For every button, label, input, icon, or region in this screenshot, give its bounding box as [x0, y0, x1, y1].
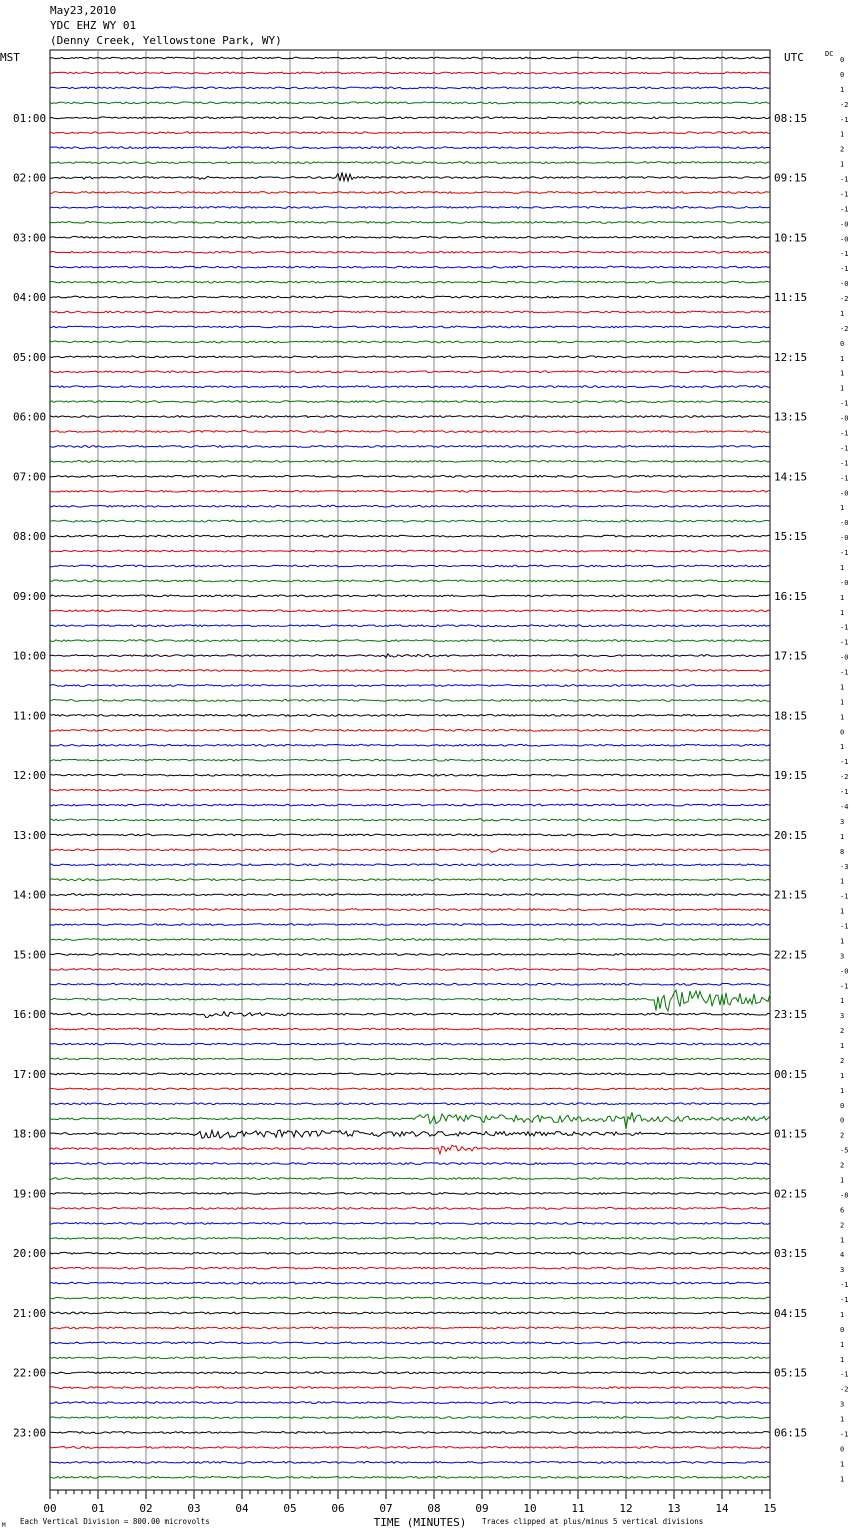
trace-line	[50, 1163, 770, 1165]
dc-offset-value: 3	[840, 817, 845, 826]
mst-hour-label: 17:00	[13, 1067, 47, 1081]
trace-line	[50, 1476, 770, 1478]
utc-hour-label: 09:15	[774, 171, 808, 185]
trace-line	[50, 968, 770, 970]
dc-offset-value: -1	[840, 459, 849, 468]
dc-offset-value: 1	[840, 877, 845, 886]
trace-line	[50, 893, 770, 895]
dc-offset-value: 1	[840, 1340, 845, 1349]
mst-hour-label: 05:00	[13, 350, 47, 364]
x-tick-label: 05	[283, 1502, 297, 1515]
dc-offset-value: -2	[840, 295, 849, 304]
dc-offset-value: 1	[840, 832, 845, 841]
x-tick-label: 15	[763, 1502, 777, 1515]
dc-offset-value: -1	[840, 1430, 849, 1439]
utc-hour-label: 12:15	[774, 350, 808, 364]
trace-line	[50, 744, 770, 746]
dc-offset-value: 1	[840, 384, 845, 393]
dc-offset-value: 1	[840, 1086, 845, 1095]
trace-line	[50, 1058, 770, 1060]
clip-note: Traces clipped at plus/minus 5 vertical divisions	[482, 1517, 704, 1526]
trace-line	[50, 954, 770, 956]
trace-line	[50, 446, 770, 448]
dc-offset-value: 1	[840, 369, 845, 378]
dc-offset-value: 1	[840, 683, 845, 692]
trace-line	[50, 490, 770, 492]
dc-offset-value: -0	[840, 519, 849, 528]
trace-line	[50, 1342, 770, 1344]
x-tick-label: 10	[523, 1502, 537, 1515]
x-tick-label: 08	[427, 1502, 441, 1515]
dc-label: DC	[825, 50, 834, 58]
x-tick-label: 04	[235, 1502, 249, 1515]
dc-offset-value: -0	[840, 534, 849, 543]
dc-offset-value: -1	[840, 175, 849, 184]
mst-hour-label: 02:00	[13, 171, 47, 185]
trace-line	[50, 879, 770, 881]
dc-offset-value: -2	[840, 773, 849, 782]
trace-line	[50, 172, 770, 181]
trace-line	[50, 849, 770, 853]
dc-offset-value: 0	[840, 1445, 845, 1454]
dc-offset-value: -1	[840, 429, 849, 438]
trace-line	[50, 102, 770, 105]
dc-offset-value: -1	[840, 638, 849, 647]
dc-offset-value: 2	[840, 1221, 845, 1230]
dc-offset-value: 1	[840, 1460, 845, 1469]
utc-hour-label: 10:15	[774, 231, 808, 245]
trace-line	[50, 1088, 770, 1090]
dc-offset-value: 1	[840, 309, 845, 318]
trace-line	[50, 595, 770, 597]
dc-offset-value: -1	[840, 399, 849, 408]
trace-line	[50, 1028, 770, 1030]
trace-line	[50, 909, 770, 911]
dc-offset-value: 0	[840, 70, 845, 79]
x-tick-label: 02	[139, 1502, 153, 1515]
trace-line	[50, 207, 770, 209]
dc-offset-value: -1	[840, 668, 849, 677]
dc-offset-value: 2	[840, 1056, 845, 1065]
trace-line	[50, 789, 770, 791]
dc-offset-value: -0	[840, 653, 849, 662]
trace-line	[50, 1282, 770, 1284]
dc-offset-value: 2	[840, 1027, 845, 1036]
trace-line	[50, 371, 770, 373]
dc-offset-value: 0	[840, 728, 845, 737]
dc-offset-value: -2	[840, 100, 849, 109]
trace-line	[50, 356, 770, 358]
mst-hour-label: 12:00	[13, 769, 47, 783]
utc-hour-label: 03:15	[774, 1247, 808, 1261]
dc-offset-value: -0	[840, 578, 849, 587]
trace-line	[50, 1372, 770, 1374]
mst-hour-label: 06:00	[13, 410, 47, 424]
x-axis-label: TIME (MINUTES)	[373, 1516, 467, 1529]
trace-line	[50, 983, 770, 985]
dc-offset-value: -1	[840, 205, 849, 214]
trace-line	[50, 1432, 770, 1434]
utc-hour-label: 06:15	[774, 1426, 808, 1440]
utc-hour-label: 14:15	[774, 470, 808, 484]
dc-offset-value: -0	[840, 967, 849, 976]
trace-line	[50, 1267, 770, 1269]
dc-offset-value: -1	[840, 922, 849, 931]
trace-line	[50, 640, 770, 642]
dc-offset-value: -2	[840, 324, 849, 333]
trace-line	[50, 774, 770, 776]
trace-line	[50, 520, 770, 522]
mst-hour-label: 14:00	[13, 888, 47, 902]
trace-line	[50, 251, 770, 253]
dc-offset-value: -1	[840, 265, 849, 274]
mst-hour-label: 03:00	[13, 231, 47, 245]
dc-offset-value: -1	[840, 1296, 849, 1305]
trace-line	[50, 57, 770, 59]
dc-offset-value: -2	[840, 1385, 849, 1394]
mst-hour-label: 13:00	[13, 828, 47, 842]
trace-line	[50, 1043, 770, 1045]
trace-line	[50, 759, 770, 761]
trace-line	[50, 431, 770, 433]
mst-hour-label: 04:00	[13, 291, 47, 305]
right-axis-label: UTC	[784, 51, 804, 64]
trace-line	[50, 1312, 770, 1314]
trace-line	[50, 296, 770, 298]
trace-line	[50, 221, 770, 223]
dc-offset-value: 0	[840, 1325, 845, 1334]
utc-hour-label: 13:15	[774, 410, 808, 424]
trace-line	[50, 162, 770, 164]
dc-offset-value: -5	[840, 1146, 849, 1155]
dc-offset-value: -1	[840, 623, 849, 632]
chart-title-station: YDC EHZ WY 01	[50, 19, 137, 32]
dc-offset-value: -1	[840, 982, 849, 991]
mst-hour-label: 15:00	[13, 948, 47, 962]
trace-line	[50, 654, 770, 658]
utc-hour-label: 20:15	[774, 828, 808, 842]
trace-line	[50, 864, 770, 866]
utc-hour-label: 18:15	[774, 709, 808, 723]
dc-offset-value: -1	[840, 474, 849, 483]
scale-note: Each Vertical Division = 800.00 microvolts	[20, 1517, 210, 1526]
left-axis-label: MST	[0, 51, 20, 64]
trace-line	[50, 550, 770, 552]
trace-line	[50, 1402, 770, 1404]
dc-offset-value: 1	[840, 1176, 845, 1185]
trace-line	[50, 535, 770, 537]
dc-offset-value: -1	[840, 444, 849, 453]
dc-offset-value: -1	[840, 190, 849, 199]
trace-line	[50, 1208, 770, 1210]
dc-offset-value: 1	[840, 743, 845, 752]
mst-hour-label: 08:00	[13, 530, 47, 544]
trace-line	[50, 1193, 770, 1195]
trace-line	[50, 132, 770, 134]
x-tick-label: 13	[667, 1502, 681, 1515]
chart-title-location: (Denny Creek, Yellowstone Park, WY)	[50, 34, 282, 47]
x-tick-label: 09	[475, 1502, 489, 1515]
trace-line	[50, 580, 770, 582]
dc-offset-value: -1	[840, 892, 849, 901]
dc-offset-value: 1	[840, 130, 845, 139]
trace-line	[50, 1252, 770, 1254]
trace-line	[50, 700, 770, 702]
trace-line	[50, 475, 770, 477]
trace-line	[50, 1297, 770, 1299]
utc-hour-label: 05:15	[774, 1366, 808, 1380]
dc-offset-value: -8	[840, 1191, 849, 1200]
x-tick-label: 11	[571, 1502, 585, 1515]
dc-offset-value: -1	[840, 549, 849, 558]
dc-offset-value: 1	[840, 1042, 845, 1051]
mst-hour-label: 10:00	[13, 649, 47, 663]
trace-line	[50, 1237, 770, 1239]
dc-offset-value: 1	[840, 997, 845, 1006]
dc-offset-value: 8	[840, 847, 845, 856]
utc-hour-label: 15:15	[774, 530, 808, 544]
x-tick-label: 03	[187, 1502, 201, 1515]
utc-hour-label: 02:15	[774, 1187, 808, 1201]
mst-hour-label: 19:00	[13, 1187, 47, 1201]
trace-line	[50, 147, 770, 149]
trace-line	[50, 341, 770, 343]
dc-offset-value: 1	[840, 160, 845, 169]
trace-line	[50, 819, 770, 822]
trace-line	[50, 715, 770, 717]
trace-line	[50, 1462, 770, 1464]
trace-line	[50, 804, 770, 806]
dc-offset-value: -1	[840, 1281, 849, 1290]
dc-offset-value: 3	[840, 1400, 845, 1409]
dc-offset-value: 1	[840, 713, 845, 722]
dc-offset-value: 3	[840, 1266, 845, 1275]
mst-hour-label: 01:00	[13, 111, 47, 125]
trace-line	[50, 386, 770, 388]
dc-offset-value: 1	[840, 698, 845, 707]
utc-hour-label: 01:15	[774, 1127, 808, 1141]
mst-hour-label: 09:00	[13, 589, 47, 603]
dc-offset-value: 1	[840, 1310, 845, 1319]
dc-offset-value: -0	[840, 414, 849, 423]
trace-line	[50, 236, 770, 238]
dc-offset-value: 1	[840, 1071, 845, 1080]
dc-offset-value: 1	[840, 85, 845, 94]
dc-offset-value: 1	[840, 608, 845, 617]
trace-line	[50, 1417, 770, 1419]
x-tick-label: 12	[619, 1502, 633, 1515]
dc-offset-value: 1	[840, 1355, 845, 1364]
dc-offset-value: 0	[840, 1116, 845, 1125]
utc-hour-label: 19:15	[774, 769, 808, 783]
utc-hour-label: 00:15	[774, 1067, 808, 1081]
dc-offset-value: 0	[840, 1101, 845, 1110]
trace-line	[50, 1012, 770, 1018]
trace-line	[50, 1222, 770, 1224]
dc-offset-value: -1	[840, 115, 849, 124]
dc-offset-value: 1	[840, 504, 845, 513]
mst-hour-label: 22:00	[13, 1366, 47, 1380]
trace-line	[50, 990, 770, 1011]
trace-line	[50, 326, 770, 328]
x-tick-label: 07	[379, 1502, 393, 1515]
trace-line	[50, 1327, 770, 1329]
trace-line	[50, 1103, 770, 1105]
trace-line	[50, 729, 770, 731]
dc-offset-value: 0	[840, 339, 845, 348]
dc-offset-value: -1	[840, 758, 849, 767]
utc-hour-label: 23:15	[774, 1008, 808, 1022]
trace-line	[50, 505, 770, 507]
mst-hour-label: 18:00	[13, 1127, 47, 1141]
dc-offset-value: -1	[840, 788, 849, 797]
utc-hour-label: 16:15	[774, 589, 808, 603]
trace-line	[50, 1145, 770, 1154]
dc-offset-value: -0	[840, 235, 849, 244]
trace-line	[50, 670, 770, 672]
x-tick-label: 01	[91, 1502, 105, 1515]
trace-line	[50, 1178, 770, 1180]
x-tick-label: 14	[715, 1502, 729, 1515]
trace-line	[50, 1387, 770, 1389]
x-tick-label: 06	[331, 1502, 345, 1515]
trace-line	[50, 401, 770, 403]
trace-line	[50, 565, 770, 567]
corner-mark: M	[2, 1522, 6, 1529]
utc-hour-label: 08:15	[774, 111, 808, 125]
dc-offset-value: 1	[840, 1415, 845, 1424]
utc-hour-label: 17:15	[774, 649, 808, 663]
mst-hour-label: 23:00	[13, 1426, 47, 1440]
dc-offset-value: 3	[840, 952, 845, 961]
dc-offset-value: 0	[840, 56, 845, 64]
dc-offset-value: -0	[840, 220, 849, 229]
mst-hour-label: 16:00	[13, 1008, 47, 1022]
mst-hour-label: 21:00	[13, 1306, 47, 1320]
trace-line	[50, 117, 770, 119]
dc-offset-value: 1	[840, 1236, 845, 1245]
trace-line	[50, 87, 770, 89]
trace-line	[50, 416, 770, 418]
dc-offset-value: 6	[840, 1206, 845, 1215]
trace-line	[50, 939, 770, 941]
utc-hour-label: 21:15	[774, 888, 808, 902]
chart-title-date: May23,2010	[50, 4, 117, 17]
trace-line	[50, 1447, 770, 1449]
dc-offset-value: 2	[840, 145, 845, 154]
trace-line	[50, 311, 770, 313]
dc-offset-value: 1	[840, 907, 845, 916]
trace-line	[50, 281, 770, 283]
trace-line	[50, 461, 770, 463]
mst-hour-label: 11:00	[13, 709, 47, 723]
dc-offset-value: -1	[840, 1370, 849, 1379]
trace-line	[50, 610, 770, 612]
dc-offset-value: 2	[840, 1161, 845, 1170]
dc-offset-value: 1	[840, 563, 845, 572]
dc-offset-value: 2	[840, 1131, 845, 1140]
dc-offset-value: 4	[840, 1251, 845, 1260]
dc-offset-value: 1	[840, 937, 845, 946]
dc-offset-value: 1	[840, 593, 845, 602]
utc-hour-label: 22:15	[774, 948, 808, 962]
dc-offset-value: -0	[840, 280, 849, 289]
trace-line	[50, 1073, 770, 1075]
mst-hour-label: 07:00	[13, 470, 47, 484]
dc-offset-value: -0	[840, 489, 849, 498]
dc-offset-value: 1	[840, 1475, 845, 1484]
trace-line	[50, 72, 770, 74]
trace-line	[50, 625, 770, 627]
dc-offset-value: 3	[840, 1012, 845, 1021]
utc-hour-label: 04:15	[774, 1306, 808, 1320]
mst-hour-label: 20:00	[13, 1247, 47, 1261]
trace-line	[50, 1130, 770, 1138]
trace-line	[50, 1357, 770, 1359]
trace-line	[50, 192, 770, 194]
dc-offset-value: -1	[840, 250, 849, 259]
trace-line	[50, 266, 770, 268]
trace-line	[50, 1112, 770, 1128]
dc-offset-value: 1	[840, 354, 845, 363]
utc-hour-label: 11:15	[774, 291, 808, 305]
dc-offset-value: -4	[840, 803, 849, 811]
trace-line	[50, 924, 770, 926]
x-tick-label: 00	[43, 1502, 57, 1515]
trace-line	[50, 834, 770, 836]
dc-offset-value: -3	[840, 862, 849, 871]
trace-line	[50, 685, 770, 687]
